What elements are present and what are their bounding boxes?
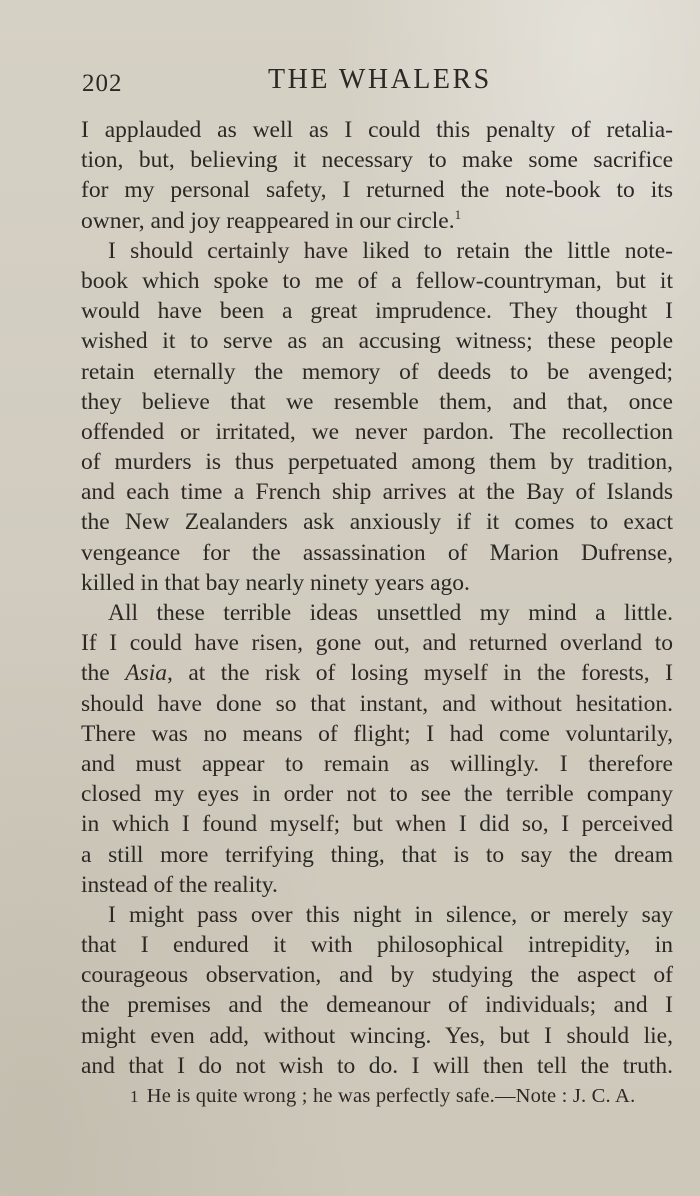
text-line: the premises and the demeanour of individuals; and I: [81, 992, 673, 1019]
text-line: and that I do not wish to do. I will then tell the truth.: [81, 1052, 673, 1079]
text-line: for my personal safety, I returned the note-book to its: [81, 177, 673, 204]
footnote-reference: 1: [454, 206, 462, 222]
footnote-marker: 1: [130, 1087, 139, 1106]
text-line: book which spoke to me of a fellow-countryman, but it: [81, 267, 673, 294]
text-line: All these terrible ideas unsettled my mind a little.: [108, 600, 673, 626]
text-line: should have done so that instant, and without hesitation.: [81, 690, 673, 717]
text-line: If I could have risen, gone out, and returned overland to: [81, 630, 673, 657]
text-line: the Asia, at the risk of losing myself in the forests, I: [81, 660, 673, 687]
body-text: [81, 115, 673, 1081]
text-line: vengeance for the assassination of Marion Dufrense,: [81, 539, 673, 566]
running-title: THE WHALERS: [268, 64, 492, 95]
text-line: and each time a French ship arrives at the Bay of Islands: [81, 479, 673, 506]
text-line: tion, but, believing it necessary to make some sacrifice: [81, 147, 673, 174]
text-line: of murders is thus perpetuated among them by tradition,: [81, 449, 673, 476]
ship-name: Asia: [125, 660, 167, 687]
text-line: There was no means of flight; I had come voluntarily,: [81, 720, 673, 747]
text-line: offended or irritated, we never pardon. The recollection: [81, 418, 673, 445]
text-line: the New Zealanders ask anxiously if it comes to exact: [81, 509, 673, 536]
text-line: that I endured it with philosophical intrepidity, in: [81, 932, 673, 959]
text-line: retain eternally the memory of deeds to be avenged;: [81, 358, 673, 385]
text-line: they believe that we resemble them, and that, once: [81, 388, 673, 415]
text-line: I might pass over this night in silence, or merely say: [108, 901, 673, 928]
page-number: 202: [82, 70, 123, 97]
text-line: instead of the reality.: [81, 871, 278, 898]
text-line: I applauded as well as I could this penalty of retalia-: [81, 117, 673, 143]
text-line: closed my eyes in order not to see the terrible company: [81, 781, 673, 808]
footnote-text: He is quite wrong ; he was perfectly safe.—Note : J. C. A.: [146, 1085, 636, 1107]
text-line: killed in that bay nearly ninety years ago.: [81, 569, 470, 596]
text-line: in which I found myself; but when I did so, I perceived: [81, 811, 673, 838]
footnote: [130, 1085, 635, 1108]
text-line: a still more terrifying thing, that is to say the dream: [81, 841, 673, 868]
text-line: and must appear to remain as willingly. I therefore: [81, 750, 673, 777]
text-line: wished it to serve as an accusing witness; these people: [81, 328, 673, 355]
running-head: [82, 64, 672, 98]
text-line: owner, and joy reappeared in our circle.$^1$: [81, 206, 462, 234]
text-line: would have been a great imprudence. They thought I: [81, 298, 673, 325]
text-line: might even add, without wincing. Yes, but I should lie,: [81, 1022, 673, 1049]
text-line: I should certainly have liked to retain the little note-: [108, 237, 673, 264]
text-line: courageous observation, and by studying the aspect of: [81, 962, 673, 989]
